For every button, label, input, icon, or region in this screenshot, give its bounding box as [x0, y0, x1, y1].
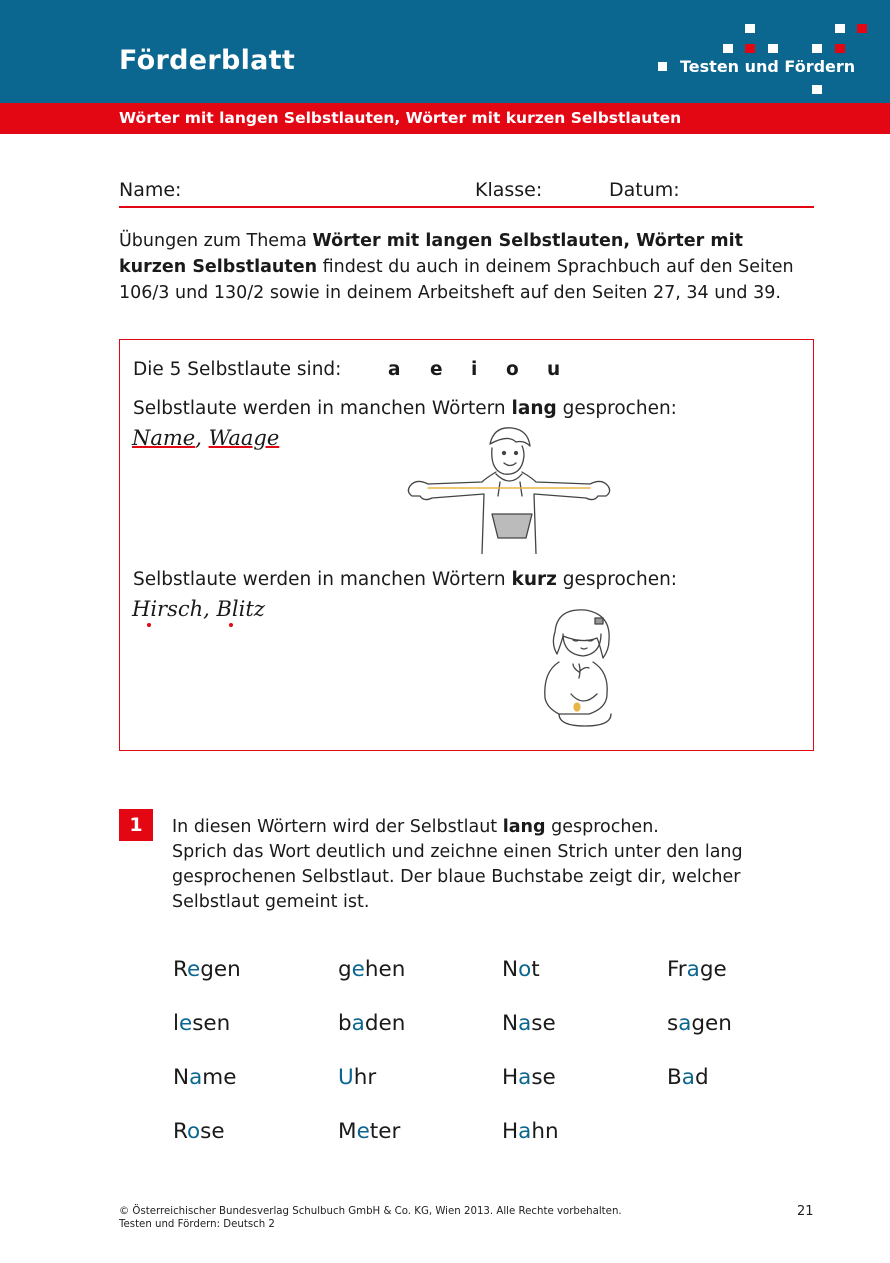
vowel-u: u [547, 359, 561, 380]
subtitle-bar [0, 103, 890, 134]
long-example-2: Waage [208, 426, 280, 450]
brand-label [658, 57, 855, 76]
copyright: © Österreichischer Bundesverlag Schulbuch GmbH & Co. KG, Wien 2013. Alle Rechte vorbehalten. [119, 1206, 622, 1217]
short-examples: Hirsch, Blitz [132, 597, 265, 621]
boy-arms-wide-illustration [400, 422, 620, 554]
long-examples [132, 426, 279, 450]
page-number: 21 [797, 1204, 814, 1219]
word-item: Hahn [502, 1119, 559, 1144]
short-rule [133, 569, 677, 590]
intro-paragraph [119, 228, 814, 306]
long-rule-pre: Selbstlaute werden in manchen Wörtern [133, 398, 512, 419]
student-info-row [119, 178, 814, 208]
vowel-i: i [471, 359, 478, 380]
word-item: baden [338, 1011, 406, 1036]
task-number-badge: 1 [119, 809, 153, 841]
brand-text: Testen und Fördern [680, 57, 856, 76]
word-item: Bad [667, 1065, 709, 1090]
short-rule-post: gesprochen: [556, 569, 678, 590]
short-rule-pre: Selbstlaute werden in manchen Wörtern [133, 569, 512, 590]
word-item: sagen [667, 1011, 732, 1036]
word-item: Not [502, 957, 540, 982]
girl-planting-illustration [515, 602, 675, 742]
long-rule-post: gesprochen: [556, 398, 677, 419]
word-item: Hase [502, 1065, 556, 1090]
long-rule [133, 398, 677, 419]
vowels-label: Die 5 Selbstlaute sind: [133, 359, 342, 380]
task-line1-bold: lang [502, 817, 546, 837]
word-item: Nase [502, 1011, 556, 1036]
datum-label: Datum: [609, 179, 680, 201]
word-item: lesen [173, 1011, 231, 1036]
word-item: Name [173, 1065, 237, 1090]
word-item: Rose [173, 1119, 225, 1144]
klasse-label: Klasse: [475, 179, 543, 201]
short-rule-word: kurz [511, 569, 557, 590]
short-mark-dot-icon [229, 623, 233, 627]
intro-post: findest du auch in deinem Sprachbuch auf den Seiten 106/3 und 130/2 sowie in deinem Arbeitsheft auf den Seiten 27, 34 und 39. [119, 257, 794, 303]
word-item: Frage [667, 957, 727, 982]
brand-square-icon [658, 62, 667, 71]
intro-topic: Wörter mit langen Selbstlauten, Wörter mit kurzen Selbstlauten [119, 231, 743, 277]
name-label: Name: [119, 179, 182, 201]
vowel-a: a [388, 359, 401, 380]
word-item: Meter [338, 1119, 401, 1144]
footer [119, 1205, 622, 1231]
word-item: Uhr [338, 1065, 377, 1090]
short-mark-dot-icon [147, 623, 151, 627]
subtitle: Wörter mit langen Selbstlauten, Wörter mit kurzen Selbstlauten [119, 109, 682, 127]
book-title: Testen und Fördern: Deutsch 2 [119, 1219, 275, 1230]
long-rule-word: lang [511, 398, 557, 419]
task-line1-pre: In diesen Wörtern wird der Selbstlaut [172, 817, 503, 837]
task-line1-post: gesprochen. [545, 817, 659, 837]
word-item: Regen [173, 957, 241, 982]
task-line-rest: Sprich das Wort deutlich und zeichne einen Strich unter den lang gesprochenen Selbstlaut. Der blaue Buchstabe zeigt dir, welcher Selbstlaut gemeint ist. [172, 842, 743, 912]
task-instructions [172, 815, 792, 915]
vowel-o: o [506, 359, 519, 380]
page-title: Förderblatt [119, 45, 296, 76]
task-line-1 [172, 815, 792, 840]
long-example-1: Name [132, 426, 196, 450]
vowel-e: e [430, 359, 443, 380]
long-example-separator: , [195, 426, 209, 450]
word-item: gehen [338, 957, 406, 982]
intro-pre: Übungen zum Thema [119, 231, 313, 251]
header-bar [0, 0, 890, 103]
rule-box [119, 339, 814, 751]
